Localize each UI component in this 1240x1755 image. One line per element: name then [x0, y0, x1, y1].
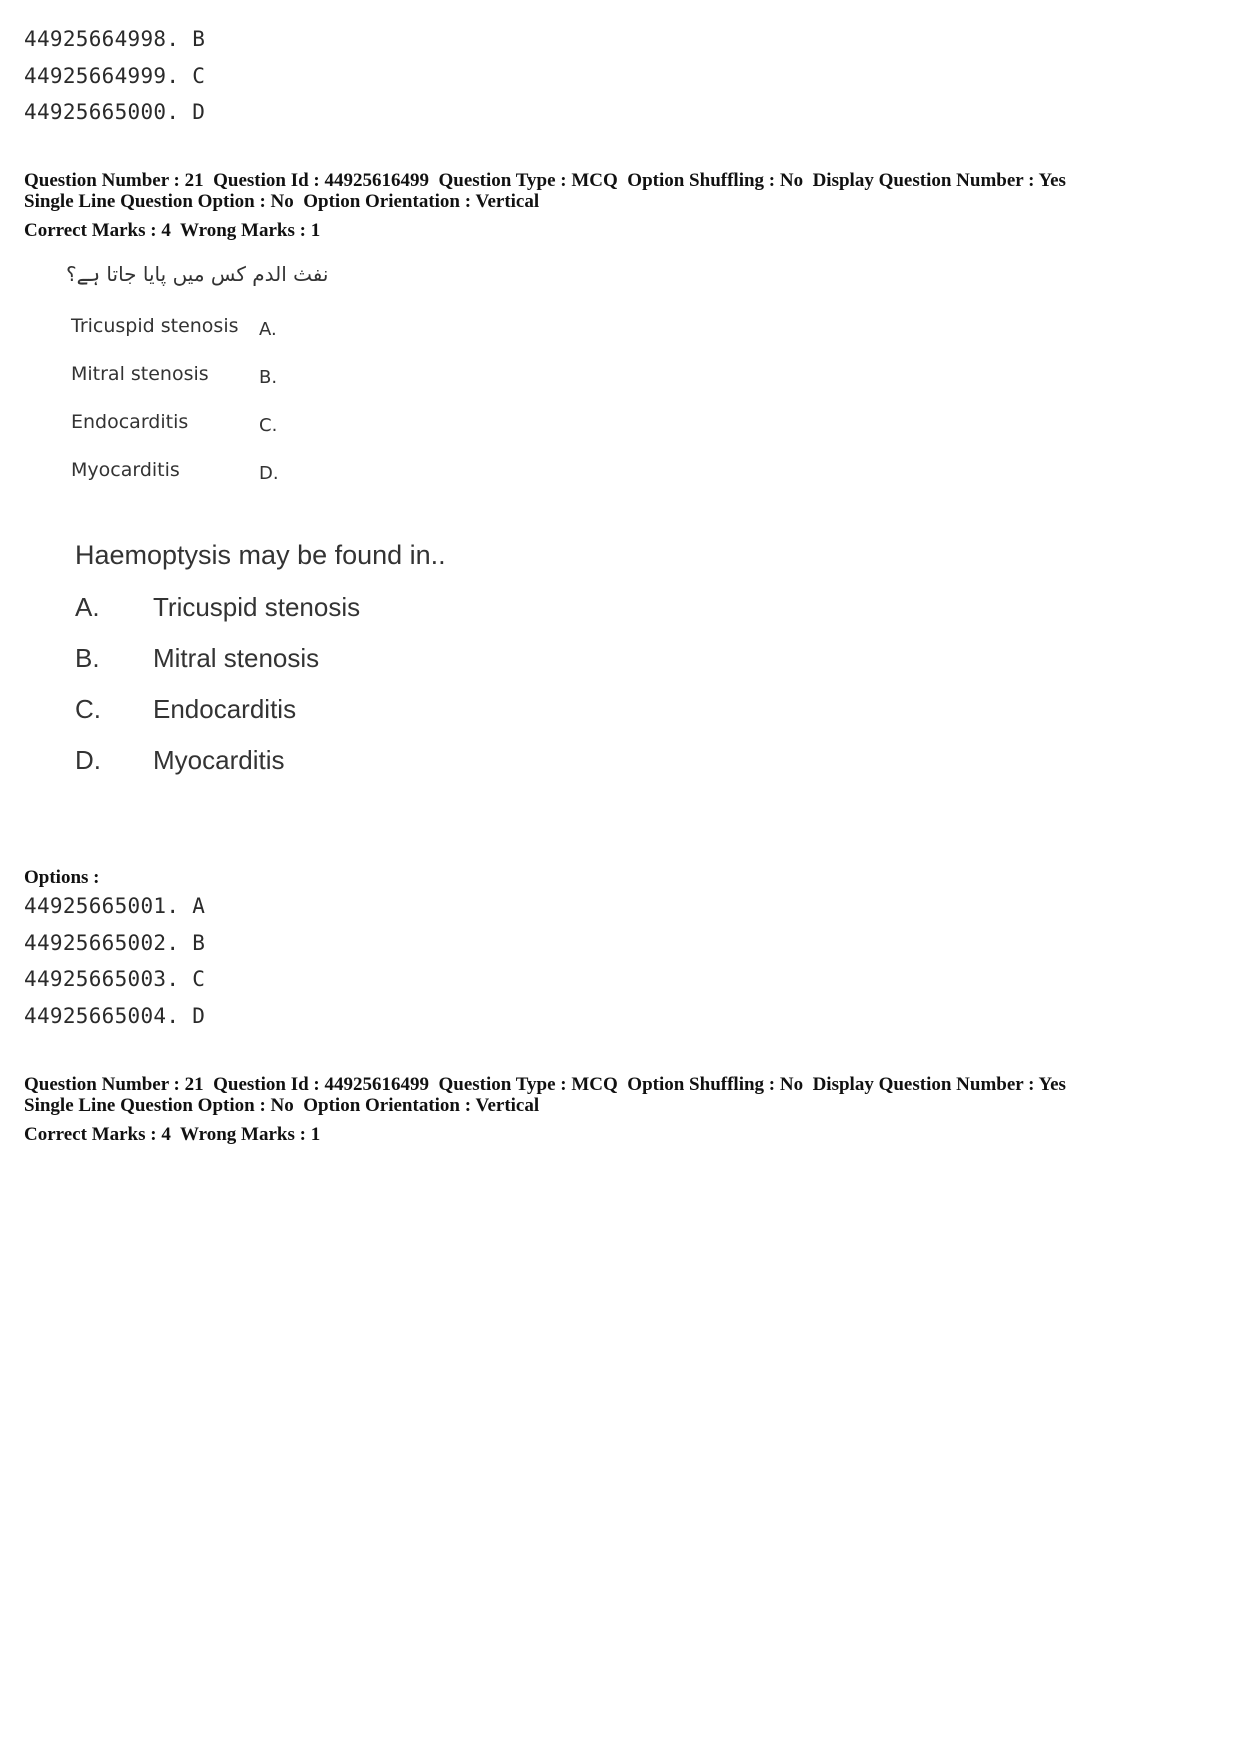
english-option-letter: D. — [75, 745, 101, 775]
urdu-question-text: نفث الدم کس میں پایا جاتا ہے؟ — [66, 262, 329, 286]
prev-option-id: 44925664998. B — [24, 27, 206, 51]
option-id: 44925665004. D — [24, 1004, 206, 1028]
english-option-text: Endocarditis — [153, 694, 297, 724]
urdu-option-letter: D. — [259, 463, 279, 484]
question-marks-line: Correct Marks : 4 Wrong Marks : 1 — [24, 220, 321, 241]
question-meta-line2: Single Line Question Option : No Option Orientation : Vertical — [24, 1095, 540, 1116]
question-meta-line2: Single Line Question Option : No Option Orientation : Vertical — [24, 191, 540, 212]
urdu-option-letter: C. — [259, 415, 278, 436]
english-option-letter: C. — [75, 694, 101, 724]
english-option-text: Mitral stenosis — [153, 643, 320, 673]
english-option-letter: A. — [75, 592, 100, 622]
prev-option-id: 44925664999. C — [24, 64, 206, 88]
option-id: 44925665002. B — [24, 931, 206, 955]
urdu-option-text: Endocarditis — [71, 411, 189, 433]
english-question-text: Haemoptysis may be found in.. — [75, 540, 446, 570]
options-label: Options : — [24, 867, 100, 888]
question-meta-line1: Question Number : 21 Question Id : 44925616499 Question Type : MCQ Option Shuffling : No Display Question Number : Yes — [24, 1074, 1066, 1095]
urdu-option-letter: A. — [259, 319, 277, 340]
english-option-letter: B. — [75, 643, 100, 673]
english-option-text: Myocarditis — [153, 745, 285, 775]
question-marks-line: Correct Marks : 4 Wrong Marks : 1 — [24, 1124, 321, 1145]
urdu-option-text: Myocarditis — [71, 459, 180, 481]
urdu-option-text: Mitral stenosis — [71, 363, 209, 385]
option-id: 44925665003. C — [24, 967, 206, 991]
option-id: 44925665001. A — [24, 894, 206, 918]
urdu-option-letter: B. — [259, 367, 278, 388]
prev-option-id: 44925665000. D — [24, 100, 206, 124]
english-option-text: Tricuspid stenosis — [153, 592, 361, 622]
question-meta-line1: Question Number : 21 Question Id : 44925616499 Question Type : MCQ Option Shuffling : No Display Question Number : Yes — [24, 170, 1066, 191]
urdu-option-text: Tricuspid stenosis — [71, 315, 239, 337]
